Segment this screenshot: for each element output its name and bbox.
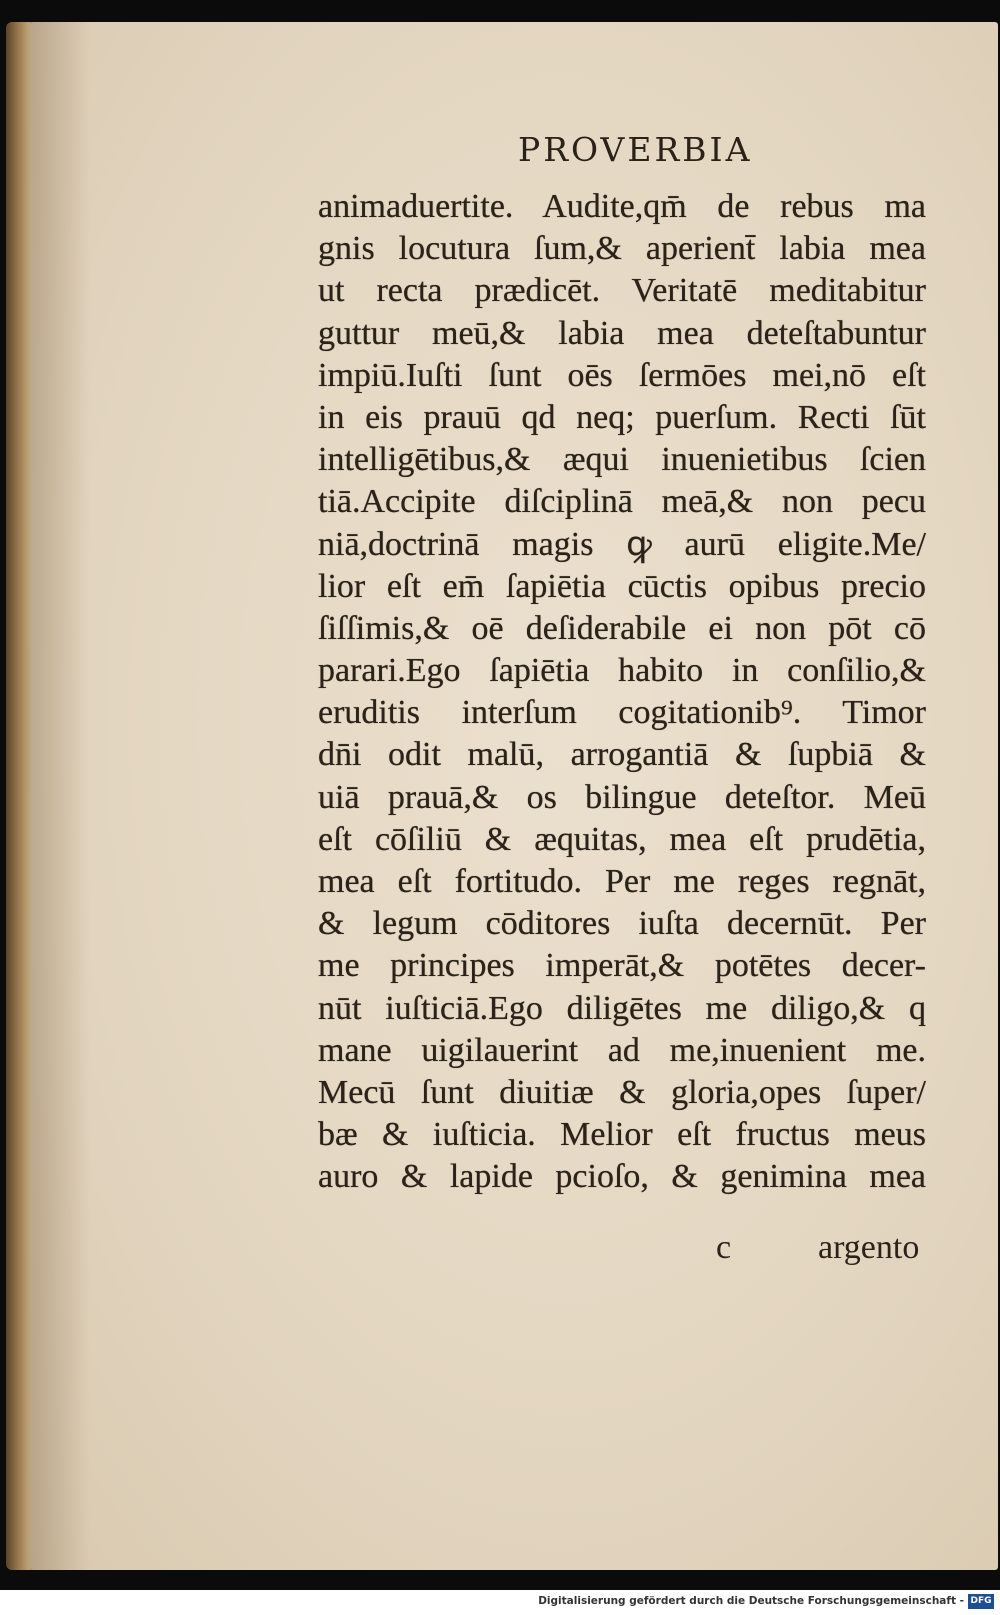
text-line: & legum cōditores iuſta decernūt. Per <box>318 905 926 943</box>
text-line: eſt cōſiliū & æquitas, mea eſt prudētia, <box>318 820 926 858</box>
text-line: mea eſt fortitudo. Per me reges regnāt, <box>318 863 926 900</box>
text-line: animaduertite. Audite,qm̄ de rebus ma <box>318 188 926 225</box>
text-line: gnis locutura ſum,& aperient̄ labia mea <box>318 230 926 268</box>
running-head: PROVERBIA <box>518 130 753 169</box>
text-line: uiā prauā,& os bilingue deteſtor. Meū <box>318 778 926 816</box>
text-line: dn̄i odit malū, arrogantiā & ſupbiā & <box>318 736 926 774</box>
text-line: me principes imperāt,& potētes decer- <box>318 947 926 985</box>
text-line: tiā.Accipite diſciplinā meā,& non pecu <box>318 483 926 521</box>
text-line: niā,doctrinā magis ꝙ aurū eligite.Me/ <box>318 525 926 563</box>
catchword: argento <box>818 1229 920 1266</box>
text-line: parari.Ego ſapiētia habito in conſilio,& <box>318 652 926 690</box>
text-line: intelligētibus,& æqui inuenietibus ſcien <box>318 441 926 479</box>
text-line: guttur meū,& labia mea deteſtabuntur <box>318 314 926 352</box>
text-line: ſiſſimis,& oē deſiderabile ei non pōt cō <box>318 609 926 647</box>
text-line: lior eſt em̄ ſapiētia cūctis opibus precio <box>318 567 926 605</box>
text-line: eruditis interſum cogitationib⁹. Timor <box>318 694 926 732</box>
dfg-logo: DFG <box>968 1594 994 1609</box>
text-line: ut recta prædicēt. Veritatē meditabitur <box>318 272 926 310</box>
text-line: impiū.Iuſti ſunt oēs ſermōes mei,nō eſt <box>318 356 926 394</box>
text-line: nūt iuſticiā.Ego diligētes me diligo,& q <box>318 989 926 1027</box>
funding-credit: Digitalisierung gefördert durch die Deutsche Forschungsgemeinschaft - <box>538 1595 964 1607</box>
text-line: auro & lapide pcioſo, & genimina mea <box>318 1158 926 1196</box>
text-line: mane uigilauerint ad me,inuenient me. <box>318 1031 926 1069</box>
text-line: Mecū ſunt diuitiæ & gloria,opes ſuper/ <box>318 1073 926 1111</box>
signature-mark: c <box>716 1229 732 1266</box>
text-line: in eis prauū qd neq; puerſum. Recti ſūt <box>318 398 926 436</box>
text-block <box>318 186 966 1199</box>
text-line: bæ & iuſticia. Melior eſt fructus meus <box>318 1116 926 1154</box>
